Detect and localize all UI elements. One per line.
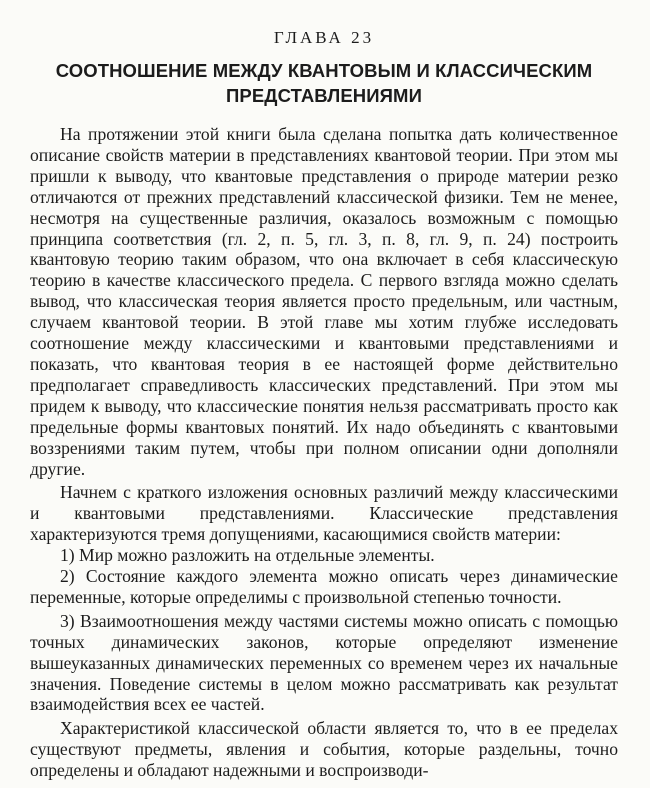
paragraph: Характеристикой классической области является то, что в ее пределах существуют предметы, явления и события, которые раздельны, точно определены и обладают надежными и воспроизводи- [30,718,618,781]
chapter-title [30,58,618,108]
paragraph: Начнем с краткого изложения основных различий между классическими и квантовыми представлениями. Классические представления характеризуются тремя допущениями, касающимися свойств материи: [30,482,618,545]
list-item: 3) Взаимоотношения между частями системы можно описать с помощью точных динамических законов, которые определяют изменение вышеуказанных динамических переменных со временем через их начальные значения. Поведение системы в целом можно рассматривать как результат взаимодействия всех ее частей. [30,610,618,715]
chapter-label: ГЛАВА 23 [273,28,375,47]
paragraph: На протяжении этой книги была сделана попытка дать количественное описание свойств материи в представлениях квантовой теории. При этом мы пришли к выводу, что квантовые представления о природе материи резко отличаются от прежних представлений классической физики. Тем не менее, несмотря на существенные различия, оказалось возможным с помощью принципа соответствия (гл. 2, п. 5, гл. 3, п. 8, гл. 9, п. 24) построить квантовую теорию таким образом, что она включает в себя классическую теорию в качестве классического предела. С первого взгляда можно сделать вывод, что классическая теория является просто предельным, или частным, случаем квантовой теории. В этой главе мы хотим глубже исследовать соотношение между классическими и квантовыми представлениями и показать, что квантовая теория в ее настоящей форме действительно предполагает справедливость классических представлений. При этом мы придем к выводу, что классические понятия нельзя рассматривать просто как предельные формы квантовых понятий. Их надо объединять с квантовыми воззрениями таким путем, чтобы при полном описании одни дополняли другие. [30,124,618,479]
list-item: 1) Мир можно разложить на отдельные элементы. [60,545,435,566]
chapter-title-line: СООТНОШЕНИЕ МЕЖДУ КВАНТОВЫМ И КЛАССИЧЕСКИМ [55,60,593,81]
list-item: 2) Состояние каждого элемента можно описать через динамические переменные, которые определимы с произвольной степенью точности. [30,566,618,607]
body-text [30,124,618,781]
chapter-title-line: ПРЕДСТАВЛЕНИЯМИ [226,85,422,106]
